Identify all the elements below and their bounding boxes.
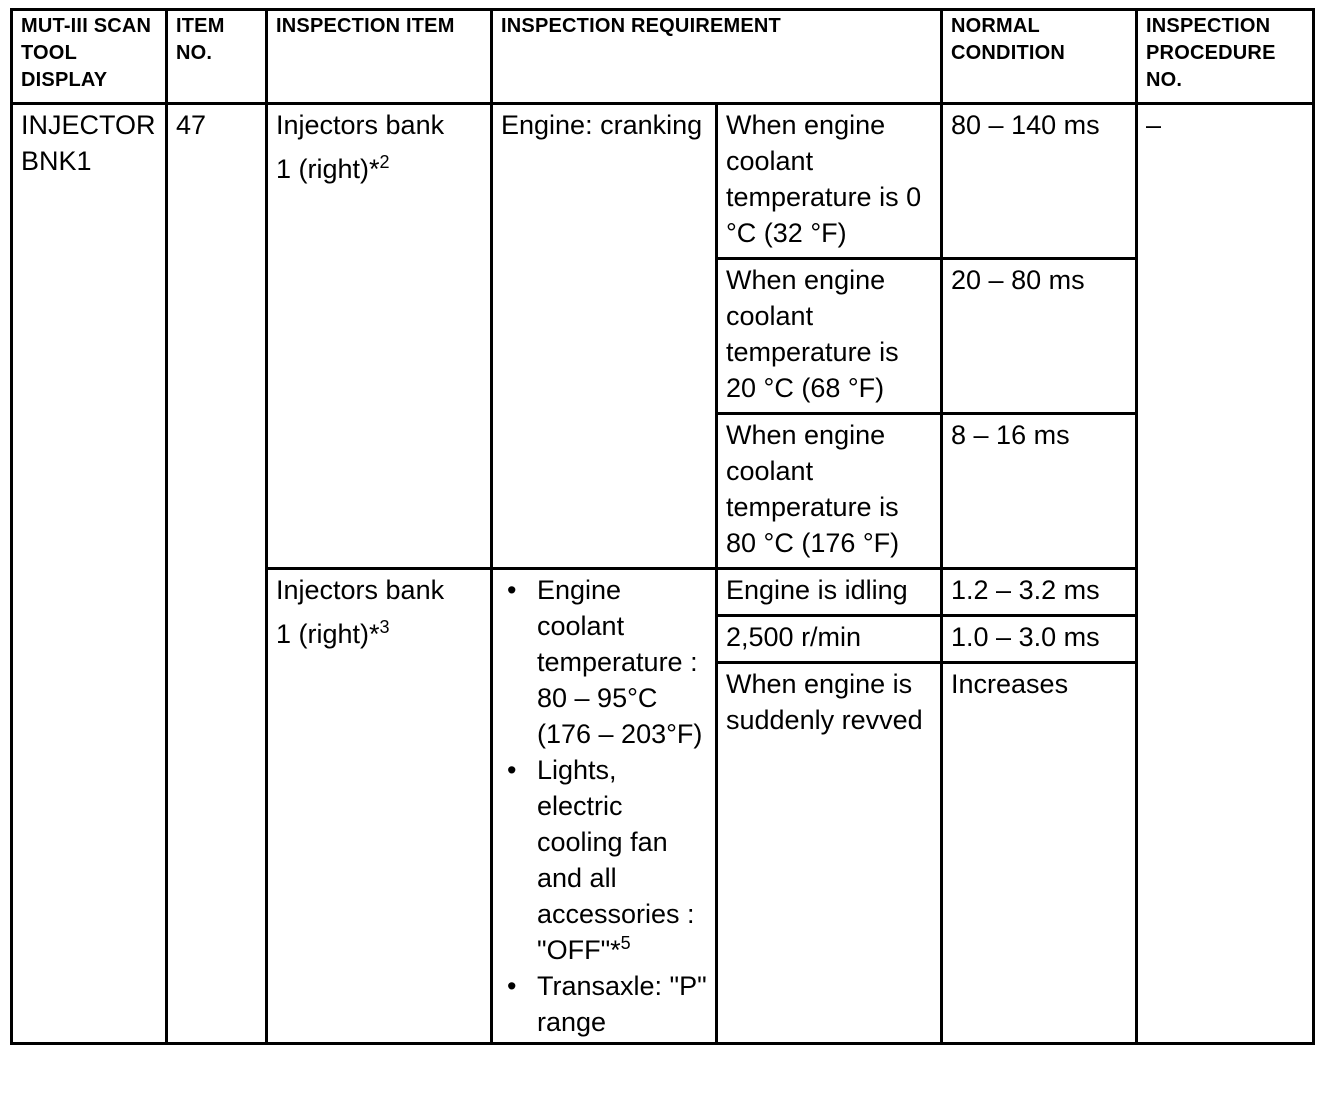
inspection-item-cell	[267, 104, 492, 569]
condition-cell: Engine is idling	[717, 569, 942, 616]
item-no-cell: 47	[167, 104, 267, 1044]
requirement-text: Lights, electric cooling fan and all accessories : "OFF"*	[537, 755, 695, 965]
inspection-item-line2	[276, 616, 482, 652]
requirement-list	[501, 572, 707, 1040]
inspection-item-line1: Injectors bank	[276, 575, 445, 605]
normal-condition-cell: Increases	[942, 663, 1137, 1044]
inspection-item-line2	[276, 151, 482, 187]
condition-cell: When engine is suddenly revved	[717, 663, 942, 1044]
normal-condition-cell: 1.2 – 3.2 ms	[942, 569, 1137, 616]
inspection-item-line1: Injectors bank	[276, 110, 445, 140]
list-item: • Transaxle: "P" range	[537, 968, 707, 1040]
normal-condition-cell: 20 – 80 ms	[942, 259, 1137, 414]
inspection-item-text: 1 (right)*	[276, 154, 380, 184]
inspection-item-cell	[267, 569, 492, 1044]
inspection-item-text: 1 (right)*	[276, 619, 380, 649]
header-normal-condition: NORMAL CONDITION	[942, 10, 1137, 104]
requirement-cell	[492, 569, 717, 1044]
header-scan-tool-display: MUT-III SCAN TOOL DISPLAY	[12, 10, 167, 104]
list-item: • Engine coolant temperature : 80 – 95°C (176 – 203°F)	[537, 572, 707, 752]
list-item	[537, 752, 707, 968]
condition-cell: 2,500 r/min	[717, 616, 942, 663]
procedure-no-cell: –	[1137, 104, 1314, 1044]
header-procedure-no: INSPECTION PROCEDURE NO.	[1137, 10, 1314, 104]
requirement-cell: Engine: cranking	[492, 104, 717, 569]
condition-cell: When engine coolant temperature is 20 °C (68 °F)	[717, 259, 942, 414]
footnote-mark: 5	[620, 933, 631, 953]
normal-condition-cell: 1.0 – 3.0 ms	[942, 616, 1137, 663]
table-row	[12, 104, 1314, 259]
normal-condition-cell: 80 – 140 ms	[942, 104, 1137, 259]
header-inspection-requirement: INSPECTION REQUIREMENT	[492, 10, 942, 104]
header-row	[12, 10, 1314, 104]
condition-cell: When engine coolant temperature is 0 °C (32 °F)	[717, 104, 942, 259]
condition-cell: When engine coolant temperature is 80 °C (176 °F)	[717, 414, 942, 569]
header-inspection-item: INSPECTION ITEM	[267, 10, 492, 104]
footnote-mark: 2	[379, 152, 390, 172]
footnote-mark: 3	[379, 617, 390, 637]
inspection-table	[10, 8, 1315, 1045]
scan-tool-display-cell: INJECTOR BNK1	[12, 104, 167, 1044]
header-item-no: ITEM NO.	[167, 10, 267, 104]
normal-condition-cell: 8 – 16 ms	[942, 414, 1137, 569]
